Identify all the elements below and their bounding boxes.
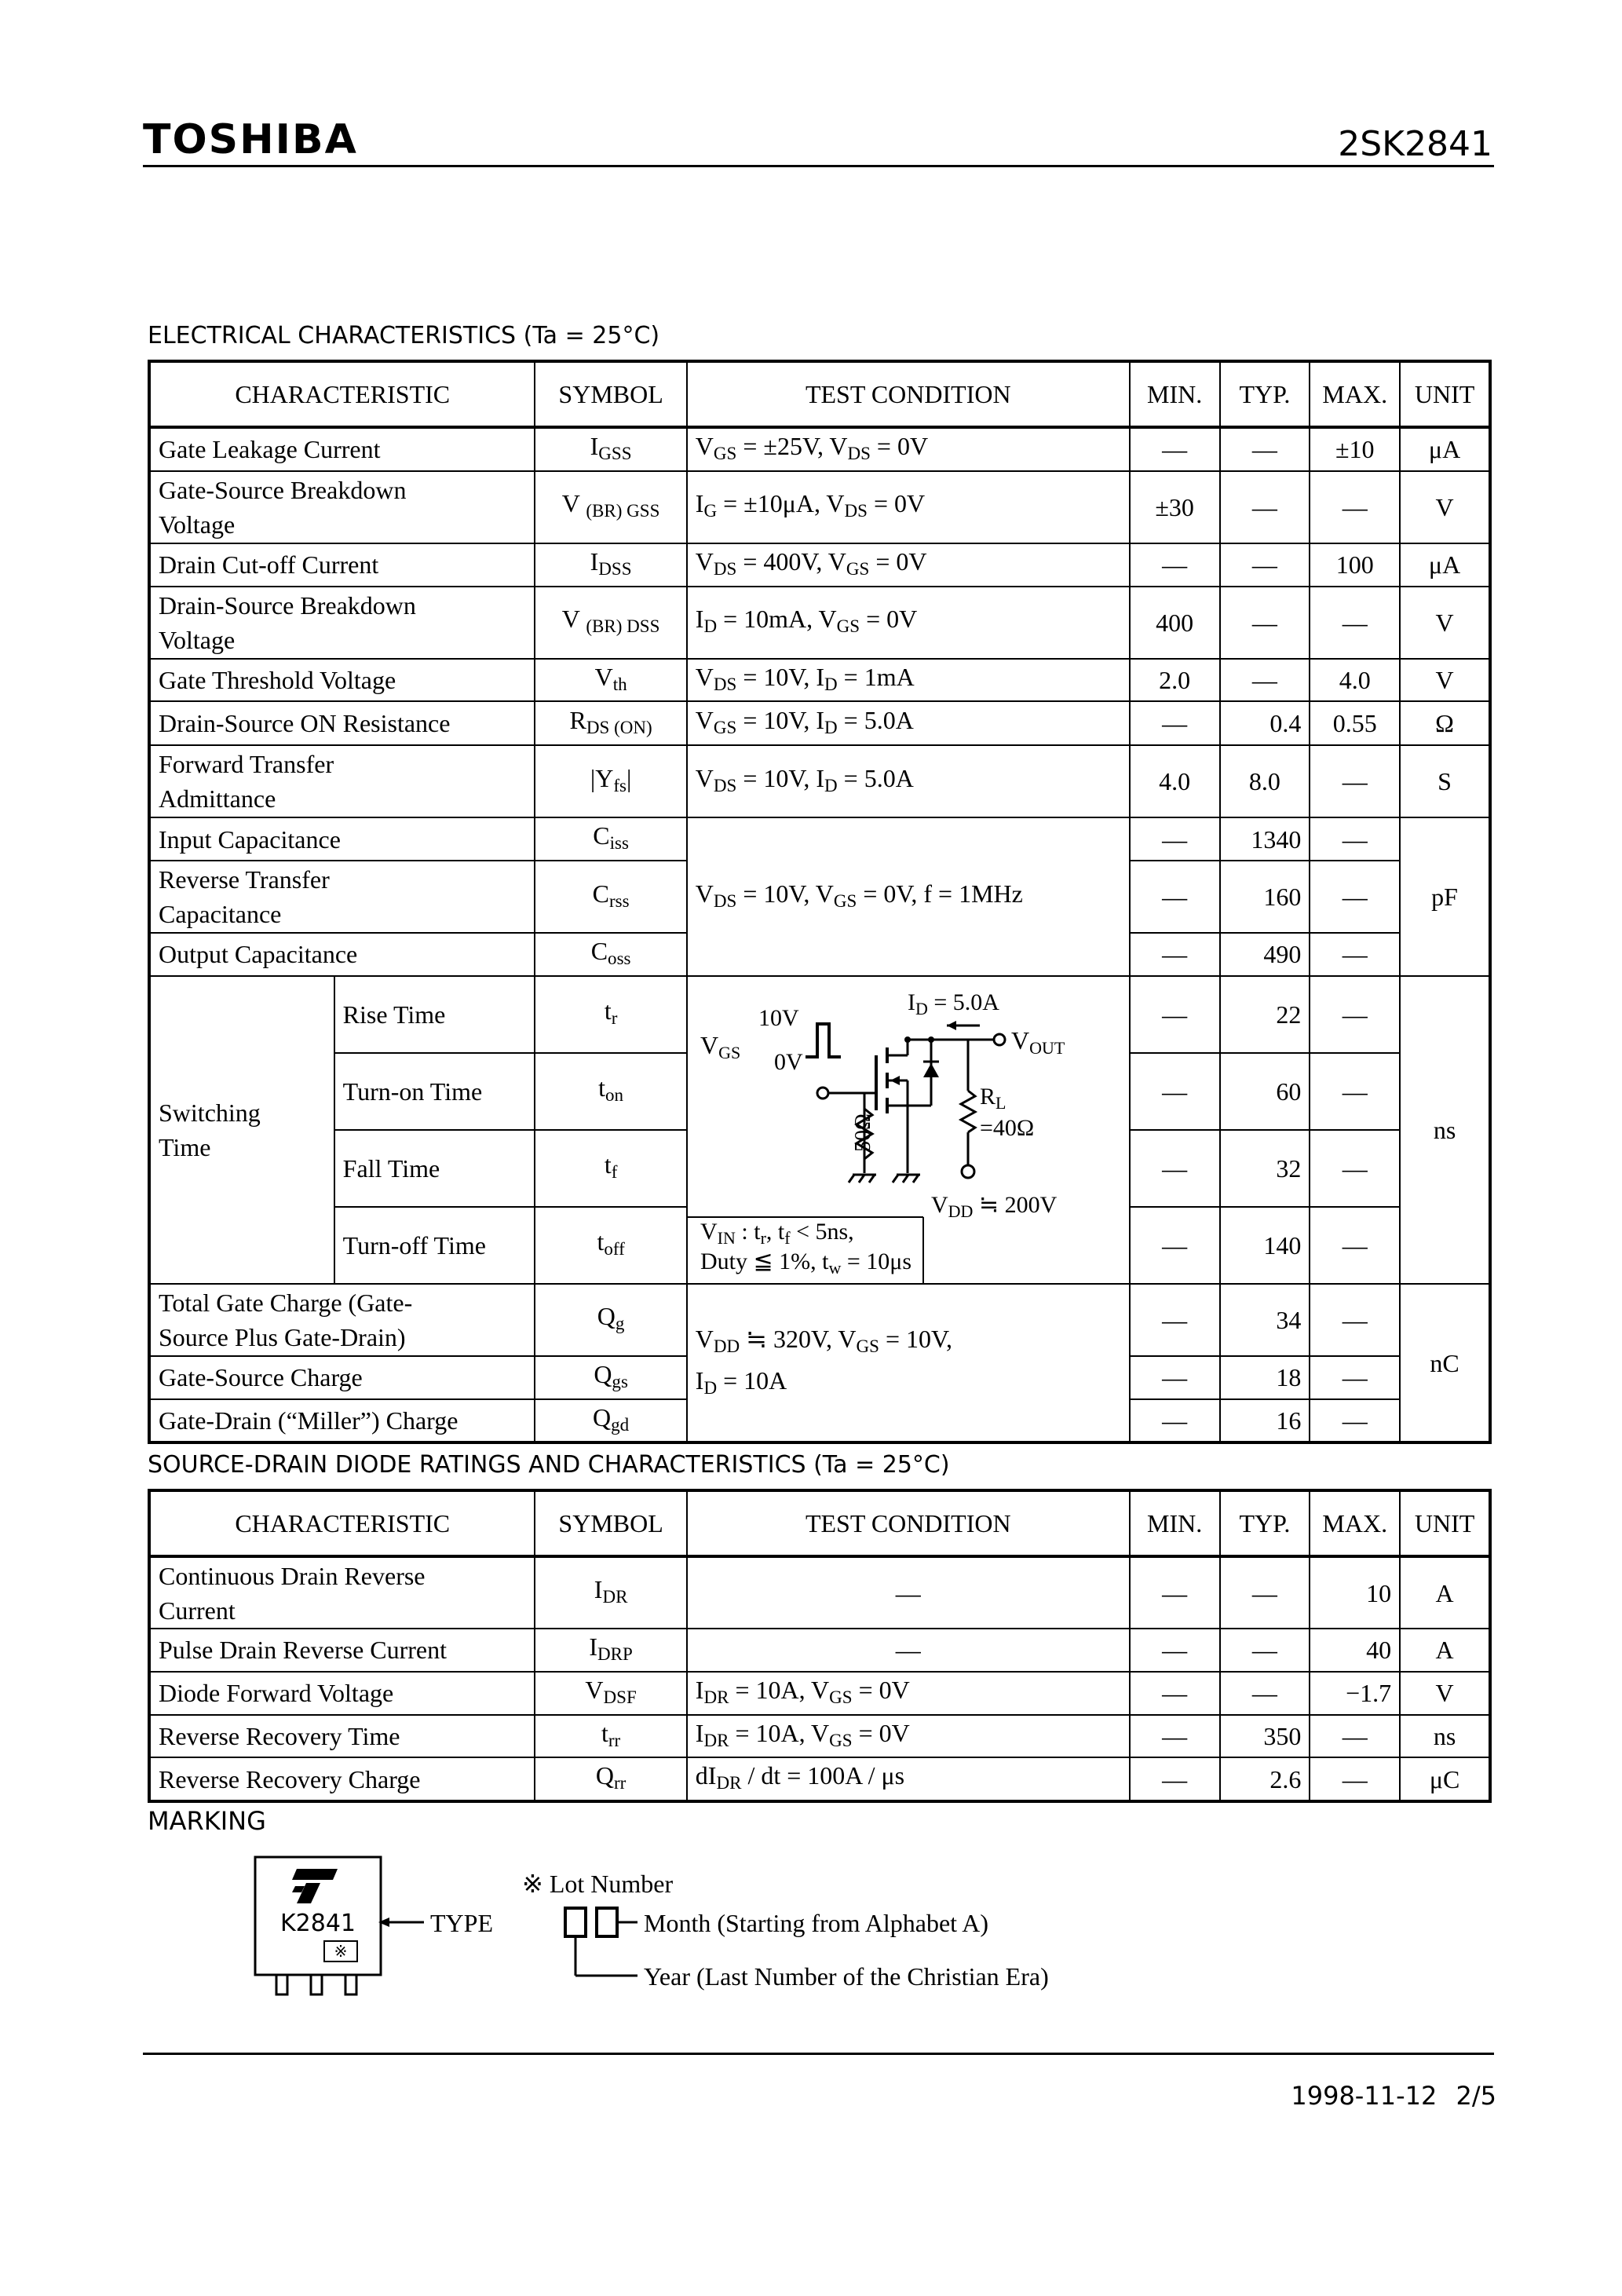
table-row [149, 659, 1490, 702]
diode-table [148, 1489, 1492, 1803]
typ-cell: 16 [1220, 1399, 1310, 1443]
load-resistor [961, 1091, 975, 1132]
typ-cell: — [1220, 1672, 1310, 1715]
char-line: Current [159, 1596, 236, 1625]
col-max: MAX. [1310, 361, 1400, 427]
col-symbol: SYMBOL [535, 1490, 686, 1556]
cond-cell: $I_{DR} = 10A$, $V_{GS} = 0V$ [687, 1715, 1130, 1758]
typ-cell: 2.6 [1220, 1757, 1310, 1801]
symbol-cell: $V_{th}$ [535, 659, 686, 702]
max-cell: — [1310, 1715, 1400, 1758]
table-row [149, 587, 1490, 659]
package-lead [345, 1975, 356, 1994]
switching-group-cell [149, 976, 334, 1284]
char-line: Capacitance [159, 900, 282, 928]
char-line: Voltage [159, 625, 236, 654]
char-cell: Gate Leakage Current [149, 427, 535, 471]
typ-cell: — [1220, 659, 1310, 702]
max-cell: — [1310, 817, 1400, 861]
typ-cell: 1340 [1220, 817, 1310, 861]
current-arrow-icon [947, 1021, 956, 1030]
min-cell: — [1130, 1207, 1220, 1284]
cond-cell: — [687, 1556, 1130, 1629]
symbol-cell: $C_{oss}$ [535, 933, 686, 976]
symbol-cell: $I_{DSS}$ [535, 543, 686, 587]
package-lead [276, 1975, 287, 1994]
elec-section-title: ELECTRICAL CHARACTERISTICS (Ta = 25°C) [148, 322, 660, 349]
lot-box-mark: ※ [334, 1942, 348, 1961]
typ-cell: 34 [1220, 1284, 1310, 1356]
char-cell [149, 861, 535, 933]
sub-char-cell: Turn-on Time [334, 1053, 535, 1130]
char-line: Continuous Drain Reverse [159, 1561, 426, 1590]
table-row [149, 1629, 1490, 1672]
min-cell: — [1130, 1053, 1220, 1130]
max-cell: — [1310, 745, 1400, 817]
table-row [149, 543, 1490, 587]
cond-cell: $I_G = \pm 10\mu A$, $V_{DS} = 0V$ [687, 471, 1130, 543]
symbol-cell: $V_{DSF}$ [535, 1672, 686, 1715]
elec-header-row [149, 361, 1490, 427]
typ-cell: 22 [1220, 976, 1310, 1053]
min-cell: — [1130, 817, 1220, 861]
unit-cell: A [1400, 1629, 1490, 1672]
package-lead [311, 1975, 322, 1994]
lot-number-label: ※ Lot Number [522, 1870, 674, 1898]
char-line: Source Plus Gate-Drain) [159, 1322, 406, 1351]
cond-cell: $V_{DS} = 10V$, $I_D = 5.0A$ [687, 745, 1130, 817]
min-cell: — [1130, 1284, 1220, 1356]
min-cell: — [1130, 1715, 1220, 1758]
type-label: TYPE [430, 1909, 493, 1937]
max-cell: — [1310, 933, 1400, 976]
typ-cell: 350 [1220, 1715, 1310, 1758]
typ-cell: — [1220, 543, 1310, 587]
min-cell: — [1130, 933, 1220, 976]
symbol-cell: $|Y_{fs}|$ [535, 745, 686, 817]
symbol-cell: $Q_{rr}$ [535, 1757, 686, 1801]
symbol-cell: $Q_{gd}$ [535, 1399, 686, 1443]
unit-cell: ns [1400, 1715, 1490, 1758]
col-test-condition: TEST CONDITION [687, 1490, 1130, 1556]
year-digit-box [565, 1908, 586, 1936]
max-cell: 10 [1310, 1556, 1400, 1629]
footer [1291, 2081, 1496, 2111]
char-line: Drain-Source Breakdown [159, 590, 416, 620]
char-cell [149, 1284, 535, 1356]
max-cell: ±10 [1310, 427, 1400, 471]
char-cell [149, 1556, 535, 1629]
unit-cell: pF [1400, 817, 1490, 976]
unit-cell: μA [1400, 427, 1490, 471]
col-typ: TYP. [1220, 1490, 1310, 1556]
max-cell: — [1310, 861, 1400, 933]
table-row [149, 1284, 1490, 1356]
vout-node [994, 1034, 1005, 1045]
marking-title: MARKING [148, 1806, 266, 1836]
cond-cell: $V_{DS} = 10V$, $I_D = 1mA$ [687, 659, 1130, 702]
unit-cell: μC [1400, 1757, 1490, 1801]
min-cell: 4.0 [1130, 745, 1220, 817]
symbol-cell: $I_{DRP}$ [535, 1629, 686, 1672]
brand-logo: TOSHIBA [143, 116, 358, 163]
rl-label: $R_L$ [979, 1083, 1006, 1113]
char-cell: Gate Threshold Voltage [149, 659, 535, 702]
typ-cell: 140 [1220, 1207, 1310, 1284]
col-min: MIN. [1130, 361, 1220, 427]
char-line: Reverse Transfer [159, 865, 330, 894]
char-line: Total Gate Charge (Gate- [159, 1288, 413, 1317]
col-max: MAX. [1310, 1490, 1400, 1556]
max-cell: 0.55 [1310, 701, 1400, 745]
typ-cell: 0.4 [1220, 701, 1310, 745]
pulse-10v-label: 10V [758, 1004, 799, 1031]
symbol-cell: $t_f$ [535, 1130, 686, 1207]
max-cell: −1.7 [1310, 1672, 1400, 1715]
unit-cell: A [1400, 1556, 1490, 1629]
max-cell: — [1310, 471, 1400, 543]
symbol-cell: $t_{on}$ [535, 1053, 686, 1130]
vout-label: VOUT [1010, 1026, 1065, 1058]
char-cell: Gate-Drain (“Miller”) Charge [149, 1399, 535, 1443]
min-cell: — [1130, 1556, 1220, 1629]
char-line: Gate-Source Breakdown [159, 475, 407, 504]
char-cell [149, 745, 535, 817]
rl-value: =40Ω [979, 1114, 1034, 1141]
gate-input-node [817, 1088, 828, 1099]
symbol-cell: $C_{iss}$ [535, 817, 686, 861]
symbol-cell: $Q_{gs}$ [535, 1356, 686, 1399]
cond-cell: $V_{DD}$ ≒ 320V, $V_{GS} = 10V$, $I_D = 10A$ [687, 1284, 1130, 1443]
unit-cell: V [1400, 587, 1490, 659]
symbol-cell: $t_r$ [535, 976, 686, 1053]
char-cell: Diode Forward Voltage [149, 1672, 535, 1715]
min-cell: — [1130, 861, 1220, 933]
col-characteristic: CHARACTERISTIC [149, 361, 535, 427]
diode-header-row [149, 1490, 1490, 1556]
table-row [149, 701, 1490, 745]
min-cell: — [1130, 1399, 1220, 1443]
typ-cell: — [1220, 1556, 1310, 1629]
max-cell: 100 [1310, 543, 1400, 587]
min-cell: — [1130, 1356, 1220, 1399]
table-row [149, 1556, 1490, 1629]
min-cell: — [1130, 701, 1220, 745]
col-characteristic: CHARACTERISTIC [149, 1490, 535, 1556]
min-cell: ±30 [1130, 471, 1220, 543]
cond-cell: $V_{GS} = 10V$, $I_D = 5.0A$ [687, 701, 1130, 745]
footer-date: 1998-11-12 [1291, 2081, 1438, 2111]
vdd-label: $V_{DD}$ ≒ 200V [930, 1191, 1058, 1221]
cond-cell: $I_D = 10mA$, $V_{GS} = 0V$ [687, 587, 1130, 659]
group-line: Switching [159, 1098, 261, 1127]
typ-cell: 60 [1220, 1053, 1310, 1130]
char-cell [149, 471, 535, 543]
id-label: $I_D = 5.0A$ [907, 989, 999, 1018]
char-cell: Reverse Recovery Time [149, 1715, 535, 1758]
table-row [149, 1757, 1490, 1801]
max-cell: — [1310, 1130, 1400, 1207]
char-cell: Input Capacitance [149, 817, 535, 861]
char-line: Voltage [159, 510, 236, 539]
char-line: Admittance [159, 784, 276, 813]
elec-table [148, 360, 1492, 1444]
char-line: Forward Transfer [159, 750, 334, 779]
package-part-text: K2841 [279, 1910, 356, 1937]
pulse-0v-label: 0V [773, 1048, 803, 1075]
cond-cell: $V_{DS} = 10V$, $V_{GS} = 0V$, f = 1MHz [687, 817, 1130, 976]
min-cell: 400 [1130, 587, 1220, 659]
typ-cell: — [1220, 587, 1310, 659]
min-cell: — [1130, 976, 1220, 1053]
year-label: Year (Last Number of the Christian Era) [644, 1962, 1049, 1991]
header-rule [143, 165, 1494, 167]
char-cell: Output Capacitance [149, 933, 535, 976]
min-cell: — [1130, 1130, 1220, 1207]
symbol-cell: $I_{DR}$ [535, 1556, 686, 1629]
table-row [149, 1715, 1490, 1758]
unit-cell: V [1400, 471, 1490, 543]
min-cell: — [1130, 1757, 1220, 1801]
char-cell: Gate-Source Charge [149, 1356, 535, 1399]
cond-cell: — [687, 1629, 1130, 1672]
pulse-waveform [806, 1024, 841, 1057]
unit-cell: ns [1400, 976, 1490, 1284]
footer-page: 2/5 [1456, 2081, 1496, 2111]
symbol-cell: V $_{(BR) DSS}$ [535, 587, 686, 659]
cond-cell: $I_{DR} = 10A$, $V_{GS} = 0V$ [687, 1672, 1130, 1715]
col-typ: TYP. [1220, 361, 1310, 427]
typ-cell: — [1220, 1629, 1310, 1672]
footer-rule [143, 2053, 1494, 2055]
char-cell [149, 587, 535, 659]
unit-cell: μA [1400, 543, 1490, 587]
max-cell: — [1310, 1207, 1400, 1284]
char-cell: Reverse Recovery Charge [149, 1757, 535, 1801]
max-cell: — [1310, 1399, 1400, 1443]
table-row [149, 427, 1490, 471]
sub-char-cell: Fall Time [334, 1130, 535, 1207]
sub-char-cell: Turn-off Time [334, 1207, 535, 1284]
body-diode-icon [923, 1063, 939, 1077]
col-unit: UNIT [1400, 1490, 1490, 1556]
max-cell: — [1310, 1053, 1400, 1130]
symbol-cell: $I_{GSS}$ [535, 427, 686, 471]
cond-cell: $dI_{DR}$ / dt = 100A / μs [687, 1757, 1130, 1801]
vin-note: $V_{IN}$ : $t_r$, $t_f < 5ns$, [700, 1218, 854, 1248]
min-cell: — [1130, 1672, 1220, 1715]
table-row [149, 817, 1490, 861]
vgs-label: VGS [700, 1030, 741, 1062]
month-label: Month (Starting from Alphabet A) [644, 1909, 989, 1937]
min-cell: — [1130, 1629, 1220, 1672]
symbol-cell: $R_{DS (ON)}$ [535, 701, 686, 745]
max-cell: — [1310, 1757, 1400, 1801]
col-symbol: SYMBOL [535, 361, 686, 427]
switching-test-circuit [688, 977, 1127, 1283]
min-cell: — [1130, 543, 1220, 587]
part-number: 2SK2841 [1338, 124, 1492, 164]
typ-cell: 8.0 [1220, 745, 1310, 817]
symbol-cell: $t_{off}$ [535, 1207, 686, 1284]
typ-cell: 32 [1220, 1130, 1310, 1207]
symbol-cell: $t_{rr}$ [535, 1715, 686, 1758]
unit-cell: V [1400, 659, 1490, 702]
typ-cell: 18 [1220, 1356, 1310, 1399]
cond-cell: $V_{DS} = 400V$, $V_{GS} = 0V$ [687, 543, 1130, 587]
col-unit: UNIT [1400, 361, 1490, 427]
max-cell: 40 [1310, 1629, 1400, 1672]
unit-cell: nC [1400, 1284, 1490, 1443]
vdd-node [962, 1165, 974, 1178]
unit-cell: S [1400, 745, 1490, 817]
table-row [149, 1672, 1490, 1715]
r50-label: 50Ω [850, 1113, 875, 1152]
max-cell: — [1310, 1356, 1400, 1399]
max-cell: — [1310, 587, 1400, 659]
table-row [149, 976, 1490, 1053]
symbol-cell: $C_{rss}$ [535, 861, 686, 933]
typ-cell: 160 [1220, 861, 1310, 933]
unit-cell: V [1400, 1672, 1490, 1715]
month-digit-box [597, 1908, 617, 1936]
symbol-cell: $Q_g$ [535, 1284, 686, 1356]
max-cell: — [1310, 976, 1400, 1053]
diode-section-title: SOURCE-DRAIN DIODE RATINGS AND CHARACTERISTICS (Ta = 25°C) [148, 1451, 950, 1479]
switching-circuit-cell [687, 976, 1130, 1284]
max-cell: 4.0 [1310, 659, 1400, 702]
table-row [149, 745, 1490, 817]
col-test-condition: TEST CONDITION [687, 361, 1130, 427]
duty-note: Duty ≦ 1%, $t_w = 10\mu s$ [700, 1248, 911, 1278]
typ-cell: — [1220, 471, 1310, 543]
char-cell: Drain Cut-off Current [149, 543, 535, 587]
unit-cell: Ω [1400, 701, 1490, 745]
typ-cell: — [1220, 427, 1310, 471]
char-cell: Pulse Drain Reverse Current [149, 1629, 535, 1672]
max-cell: — [1310, 1284, 1400, 1356]
table-row [149, 471, 1490, 543]
cond-cell: $V_{GS} = \pm 25V$, $V_{DS} = 0V$ [687, 427, 1130, 471]
typ-cell: 490 [1220, 933, 1310, 976]
marking-diagram [236, 1845, 1335, 2026]
min-cell: — [1130, 427, 1220, 471]
sub-char-cell: Rise Time [334, 976, 535, 1053]
min-cell: 2.0 [1130, 659, 1220, 702]
group-line: Time [159, 1132, 211, 1161]
col-min: MIN. [1130, 1490, 1220, 1556]
symbol-cell: V $_{(BR) GSS}$ [535, 471, 686, 543]
char-cell: Drain-Source ON Resistance [149, 701, 535, 745]
